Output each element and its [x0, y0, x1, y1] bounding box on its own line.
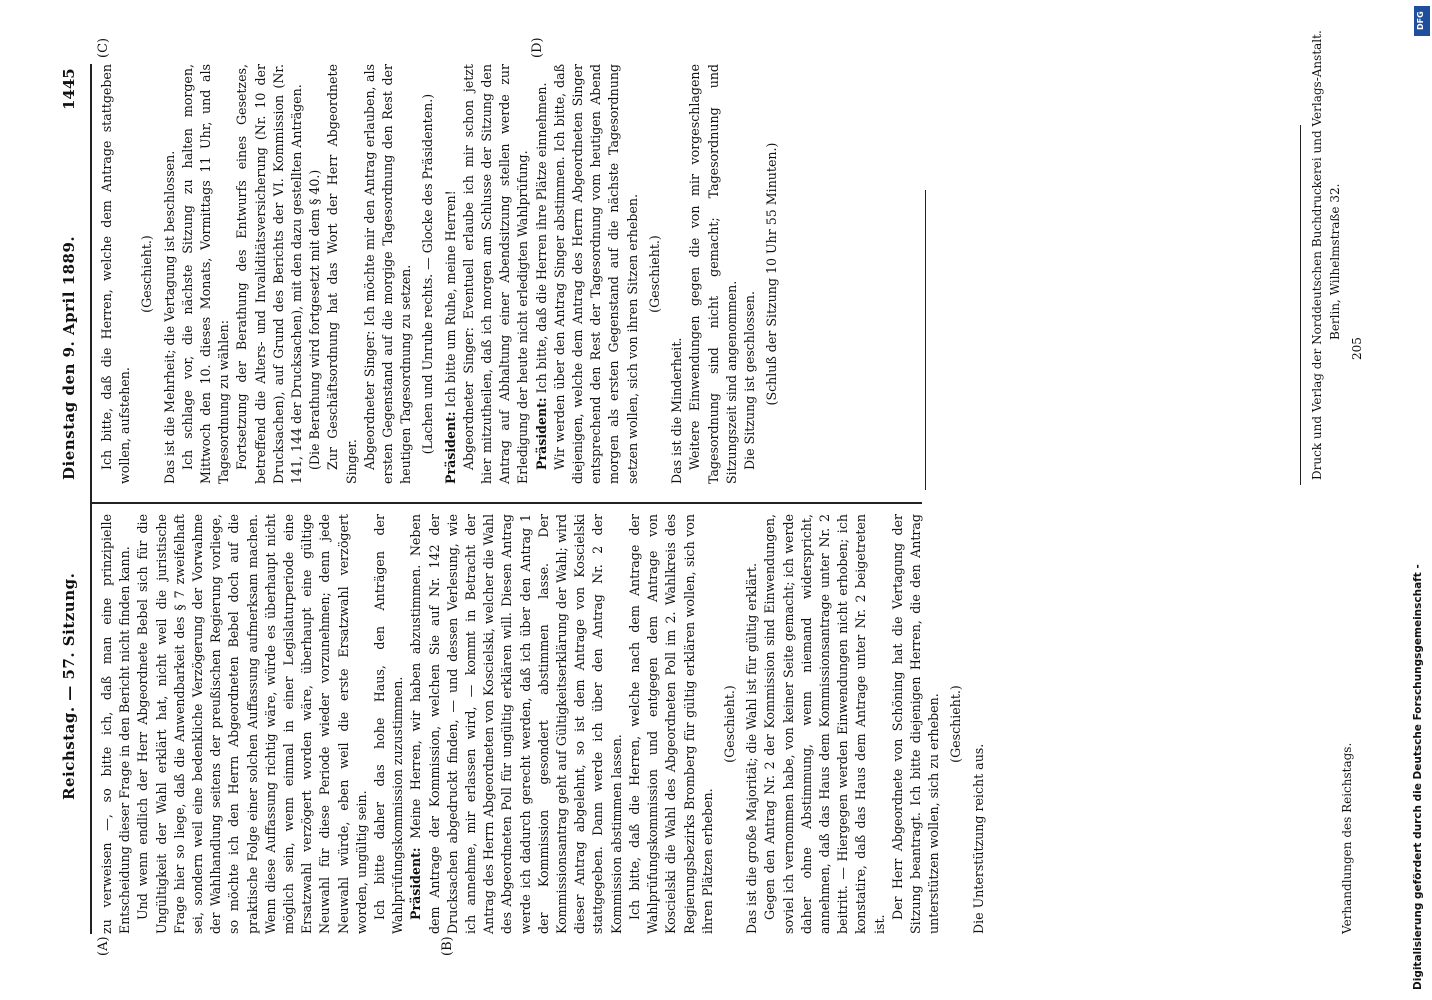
- paragraph-text: Ich schlage vor, die nächste Sitzung zu halten morgen, Mittwoch den 10. dieses Monats, Vormittags 11 Uhr, und als Tagesordnung zu wählen:: [179, 64, 232, 484]
- paragraph: [134, 514, 371, 934]
- paragraph-text: Das ist die große Majorität; die Wahl ist für gültig erklärt.: [744, 563, 760, 934]
- stage-direction: [138, 64, 156, 484]
- paragraph-text: Wir werden über den Antrag Singer abstimmen. Ich bitte, daß diejenigen, welche dem Antrag des Herrn Abgeordneten Singer entsprechend den Rest der Tagesordnung vom heutigen Abend morgen als ersten Gegenstand auf die nächste Tagesordnung setzen wollen, sich von ihren Sitzen erheben.: [551, 64, 640, 484]
- margin-mark-a: (A): [96, 936, 111, 956]
- paragraph-text: (Geschieht.): [948, 685, 964, 763]
- speaker-label: Präsident:: [533, 397, 549, 470]
- paragraph: [626, 514, 717, 934]
- paragraph: [407, 514, 625, 934]
- footer-imprint-1: Druck und Verlag der Norddeutschen Buchdruckerei und Verlags-Anstalt.: [1310, 30, 1324, 480]
- left-header: [60, 520, 88, 930]
- stage-direction: [419, 64, 437, 484]
- paragraph: [970, 514, 988, 934]
- right-header: [60, 70, 88, 480]
- paragraph-text: Ich bitte, daß die Herren ihre Plätze einnehmen.: [533, 82, 549, 398]
- paragraph: [233, 64, 306, 484]
- imprint-rule: [1300, 125, 1301, 485]
- paragraph: [161, 64, 179, 484]
- paragraph-text: (Geschieht.): [721, 685, 737, 763]
- paragraph: [98, 64, 134, 484]
- paragraph-text: Weitere Einwendungen gegen die von mir vorgeschlagene Tagesordnung sind nicht gemacht; Tagesordnung und Sitzungszeit sind angenommen.: [687, 64, 739, 484]
- paragraph-text: (Die Berathung wird fortgesetzt mit dem § 40.): [307, 169, 323, 470]
- paragraph-text: (Schluß der Sitzung 10 Uhr 55 Minuten.): [764, 142, 780, 406]
- stage-direction: [763, 64, 781, 484]
- paragraph-text: (Geschieht.): [139, 235, 155, 313]
- paragraph: [179, 64, 234, 484]
- footer-signature: 205: [1350, 337, 1364, 360]
- paragraph-text: Zur Geschäftsordnung hat das Wort der Herr Abgeordnete Singer.: [325, 64, 359, 484]
- paragraph: [371, 514, 407, 934]
- paragraph: [741, 64, 759, 484]
- paragraph: [324, 64, 360, 484]
- paragraph-text: zu verweisen —, so bitte ich, daß man eine prinzipielle Entscheidung dieser Frage in den Bericht nicht finden kann.: [99, 514, 133, 934]
- paragraph-text: Die Unterstützung reicht aus.: [970, 743, 986, 934]
- paragraph-text: Meine Herren, wir haben abzustimmen. Neben dem Antrage der Kommission, welchen Sie auf Nr. 142 der Drucksachen abgedruckt finden, — und dessen Verlesung, wie ich annehme, mir erlassen wird, — kommt in Betracht der Antrag des Herrn Abgeordneten von Koscielski, welcher die Wahl des Abgeordneten Poll für ungültig erklären will. Diesen Antrag werde ich dadurch gerecht werden, daß ich über den Antrag 1 der Kommission gesondert abstimmen lasse. Der Kommissionsantrag geht auf Gültigkeitserklärung der Wahl; wird dieser Antrag abgelehnt, so ist dem Antrage von Koscielski stattgegeben. Dann werde ich über den Antrag Nr. 2 der Kommission abstimmen lassen.: [408, 514, 624, 934]
- right-header-title: Dienstag den 9. April 1889.: [60, 235, 78, 480]
- column-divider: [92, 503, 922, 505]
- paragraph: [442, 64, 460, 484]
- speaker-label: Präsident:: [442, 411, 458, 484]
- paragraph-text: Fortsetzung der Berathung des Entwurfs eines Gesetzes, betreffend die Alters- und Invaliditätsversicherung (Nr. 10 der Drucksachen), auf Grund des Berichts der VI. Kommission (Nr. 141, 144 der Drucksachen), mit den dazu gestellten Anträgen.: [234, 64, 305, 484]
- paragraph-text: Ich bitte, daß die Herren, welche nach dem Antrage der Wahlprüfungskommission und entgegen dem Antrage von Koscielski die Wahl des Abgeordneten Poll im 2. Wahlkreis des Regierungsbezirks Bromberg für gültig erklären wollen, sich von ihren Plätzen erheben.: [626, 514, 715, 934]
- paragraph-text: Das ist die Minderheit.: [669, 337, 685, 484]
- paragraph: [306, 64, 324, 484]
- paragraph-text: Abgeordneter Singer: Eventuell erlaube ich mir schon jetzt hier mitzutheilen, daß ich morgen am Schlusse der Sitzung den Antrag auf Abhaltung einer Abendsitzung stellen werde zur Erledigung der heute nicht erledigten Wahlprüfung.: [460, 64, 531, 484]
- end-rule: [925, 190, 926, 490]
- paragraph-text: (Geschieht.): [646, 235, 662, 313]
- stage-direction: [646, 64, 664, 484]
- dfg-logo: DFG: [1414, 6, 1430, 36]
- right-column: [98, 64, 785, 484]
- left-header-title: Reichstag. — 57. Sitzung.: [60, 572, 78, 800]
- paragraph-text: Und wenn endlich der Herr Abgeordnete Bebel sich für die Ungültigkeit der Wahl erklärt hat, nicht weil die juristische Frage hier so liege, daß die Anwendbarkeit des § 7 zweifelhaft sei, sondern weil eine bedenkliche Verzögerung der Vorwahme der Wahlhandlung seitens der preußischen Regierung vorliege, so möchte ich den Herrn Abgeordneten Bebel doch auf die praktische Folge einer solchen Auffassung aufmerksam machen. Wenn diese Auffassung richtig wäre, würde es überhaupt nicht möglich sein, wenn einmal in einer Legislaturperiode eine Ersatzwahl verzögert worden wäre, überhaupt eine gültige Neuwahl für diese Periode wieder vorzunehmen; denn jede Neuwahl würde, eben weil die erste Ersatzwahl verzögert worden, ungültig sein.: [135, 514, 369, 934]
- paragraph: [889, 514, 944, 934]
- stage-direction: [947, 514, 965, 934]
- paragraph: [98, 514, 134, 934]
- margin-mark-d: (D): [530, 37, 545, 58]
- paragraph-text: Abgeordneter Singer: Ich möchte mir den Antrag erlauben, als ersten Gegenstand auf die morgige Tagesordnung den Rest der heutigen Tagesordnung zu setzen.: [361, 64, 414, 484]
- paragraph: [551, 64, 642, 484]
- paragraph-text: (Lachen und Unruhe rechts. — Glocke des Präsidenten.): [420, 93, 436, 455]
- page-number: 1445: [60, 68, 78, 110]
- header-rule: [90, 64, 92, 934]
- paragraph: [460, 64, 533, 484]
- paragraph-text: Die Sitzung ist geschlossen.: [741, 290, 757, 470]
- paragraph: [743, 514, 761, 934]
- left-column: [98, 514, 988, 934]
- paragraph: [761, 514, 888, 934]
- paragraph-text: Ich bitte daher das hohe Haus, den Anträgen der Wahlprüfungskommission zuzustimmen.: [372, 514, 406, 934]
- stage-direction: [721, 514, 739, 934]
- paragraph: [686, 64, 741, 484]
- speaker-label: Präsident:: [408, 847, 424, 920]
- footer-imprint-2: Berlin, Wilhelmstraße 32.: [1328, 183, 1342, 340]
- paragraph: [668, 64, 686, 484]
- digitization-note: Digitalisierung gefördert durch die Deutsche Forschungsgemeinschaft -: [1412, 564, 1424, 990]
- margin-mark-b: (B): [440, 936, 455, 956]
- paragraph-text: Ich bitte um Ruhe, meine Herren!: [442, 190, 458, 412]
- paragraph: [533, 64, 551, 484]
- paragraph-text: Der Herr Abgeordnete von Schöning hat die Vertagung der Sitzung beantragt. Ich bitte diejenigen Herren, die den Antrag unterstützen wollen, sich zu erheben.: [889, 514, 942, 934]
- footer-left: Verhandlungen des Reichstags.: [1340, 742, 1354, 934]
- margin-mark-c: (C): [96, 37, 111, 58]
- paragraph-text: Gegen den Antrag Nr. 2 der Kommission sind Einwendungen, soviel ich vernommen habe, von keiner Seite gemacht; ich werde daher ohne Abstimmung, wenn niemand widerspricht, annehmen, daß das Haus dem Kommissionsantrage unter Nr. 2 beitritt. — Hiergegen werden Einwendungen nicht erhoben; ich konstatire, daß das Haus dem Antrage unter Nr. 2 beigetreten ist.: [762, 514, 887, 934]
- paragraph-text: Das ist die Mehrheit; die Vertagung ist beschlossen.: [161, 150, 177, 484]
- paragraph-text: Ich bitte, daß die Herren, welche dem Antrage stattgeben wollen, aufstehen.: [99, 64, 133, 484]
- paragraph: [361, 64, 416, 484]
